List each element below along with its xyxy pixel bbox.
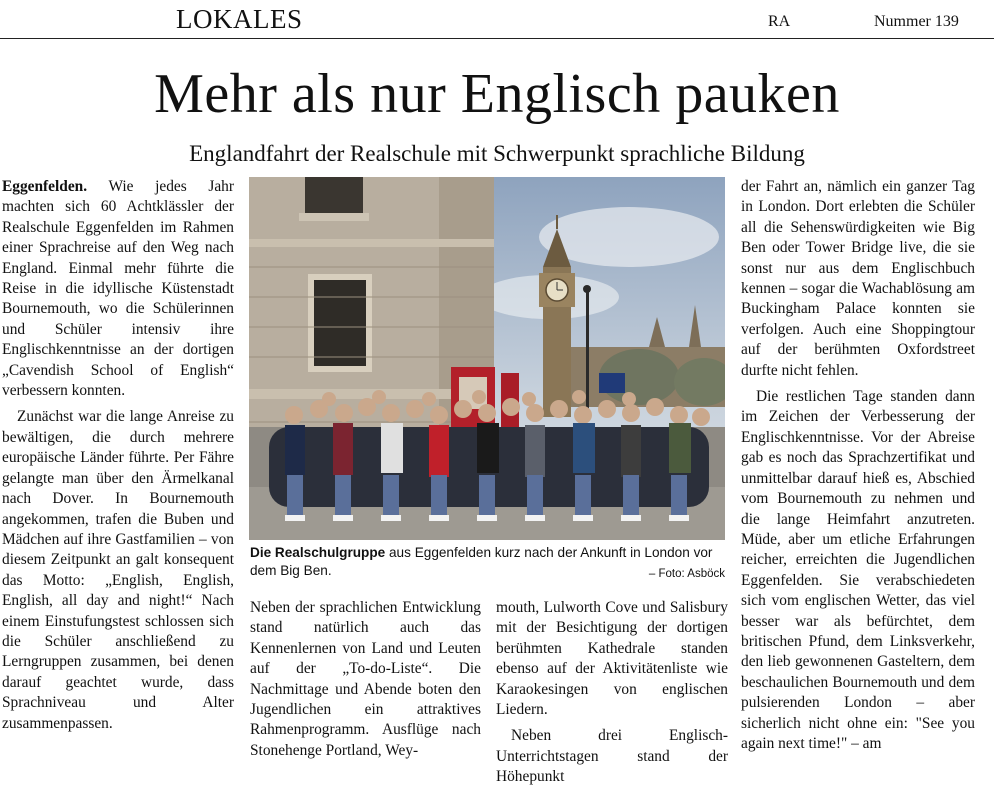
subheadline: Englandfahrt der Realschule mit Schwerpunkt sprachliche Bildung (189, 141, 805, 166)
column-2 (250, 598, 481, 761)
column-1 (2, 177, 234, 734)
section-title: LOKALES (176, 4, 303, 34)
paragraph: Neben drei Englisch-Unterrichtstagen stand der Höhepunkt (496, 727, 728, 786)
paragraph-text: Wie jedes Jahr machten sich 60 Achtklässler der Realschule Eggenfelden im Rahmen einer Sprachreise auf den Weg nach England. Einmal mehr führte die Reise in die idyllische Küstenstadt Bournemouth, wo die Schülerinnen und Schüler intensiv ihre Englischkenntnisse an der dortigen „Cavendish School of English“ verbessern konnten. (2, 178, 234, 400)
paragraph: Die restlichen Tage standen dann im Zeichen der Verbesserung der Englischkenntnisse. Vor der Abreise gab es noch das Sprachzertifikat und unmittelbar darauf hieß es, Abschied vom Bournemouth zu nehmen und die lange Heimfahrt anzutreten. Müde, aber um etliche Erfahrungen reicher, erreichten die Jugendlichen Eggenfelden. Sie verabschiedeten sich vom englischen Wetter, das viel besser war als befürchtet, dem britischen Pfund, dem Linksverkehr, den lieb gewonnenen Gasteltern, dem beschaulichen Bournemouth und dem pulsierenden London – aber sicherlich nicht ohne ein: "See you again next time!" – am (741, 388, 975, 752)
page-header (0, 0, 994, 39)
paragraph: Neben der sprachlichen Entwicklung stand natürlich auch das Kennenlernen von Land und Leuten auf der „To-do-Liste“. Die Nachmittage und Abende boten den Jugendlichen ein attraktives Rahmenprogramm. Ausflüge nach Stonehenge Portland, Wey- (250, 599, 481, 759)
headline: Mehr als nur Englisch pauken (154, 63, 840, 125)
issue-number: Nummer 139 (874, 13, 959, 30)
paragraph: mouth, Lulworth Cove und Salisbury mit der Besichtigung der dortigen berühmten Kathedrale standen ebenso auf der Aktivitätenliste wie Karaokesingen von englischen Liedern. (496, 599, 728, 719)
caption-text: aus Eggenfelden kurz nach der Ankunft in London vor dem Big Ben. (250, 545, 713, 578)
column-4 (741, 177, 975, 754)
paragraph: der Fahrt an, nämlich ein ganzer Tag in London. Dort erlebten die Schüler all die Sehenswürdigkeiten wie Big Ben oder Tower Bridge live, die sie sonst nur aus dem Englischbuch kennen – sogar die Wachablösung am Buckingham Palace konnten sie verfolgen. Auch eine Shoppingtour auf der berühmten Oxfordstreet durfte nicht fehlen. (741, 178, 975, 379)
paragraph (2, 177, 234, 401)
photo-credit: – Foto: Asböck (648, 568, 725, 580)
edition-label: RA (768, 13, 791, 30)
news-photo (249, 177, 725, 540)
column-3 (496, 598, 728, 788)
paragraph: Zunächst war die lange Anreise zu bewältigen, die durch mehrere europäische Länder führte. Per Fähre gelangte man über den Ärmelkanal nach Dover. In Bournemouth angekommen, trafen die Buben und Mädchen auf ihre Gastfamilien – von diesem Zeitpunkt an galt konsequent das Motto: „English, English, English, all day and night!“ Nach einem Einstufungstest schlossen sich die Schüler anschließend zu Lerngruppen zusammen, bei denen darauf geachtet wurde, dass Sprachniveau und Alter zusammenpassen. (2, 408, 234, 732)
photo-illustration (249, 177, 725, 540)
caption-lead: Die Realschulgruppe (250, 545, 386, 560)
dateline: Eggenfelden. (2, 178, 88, 195)
